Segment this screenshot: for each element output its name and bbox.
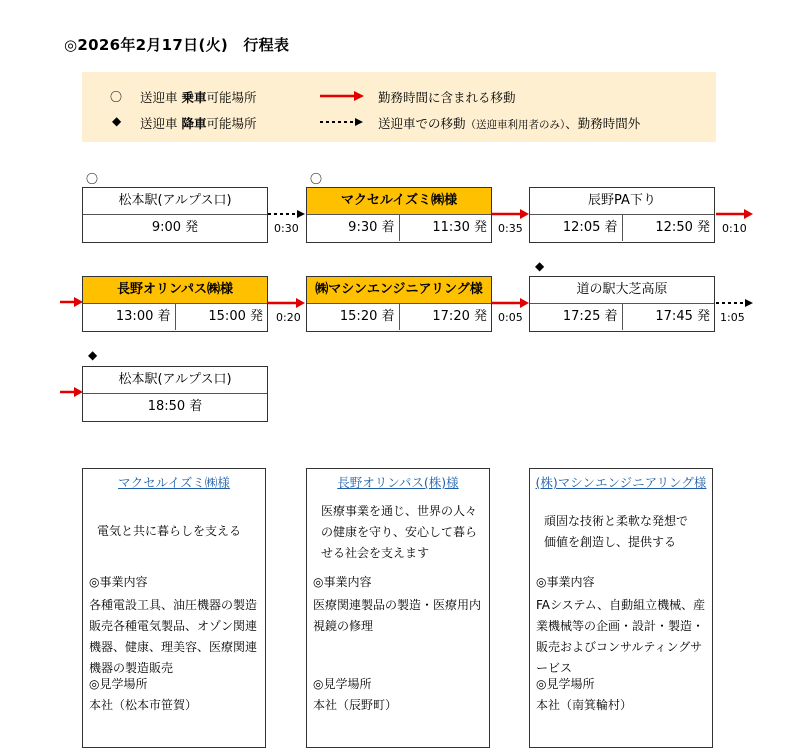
business-label: ◎事業内容	[89, 575, 148, 589]
travel-duration: 0:35	[498, 222, 523, 235]
stop-time: 17:45 発	[622, 304, 715, 330]
travel-duration: 0:10	[722, 222, 747, 235]
travel-duration: 0:20	[276, 311, 301, 324]
stop-name: 松本駅(アルプス口)	[83, 188, 267, 215]
dropoff-diamond-icon: ◆	[112, 114, 122, 128]
dropoff-diamond-icon: ◆	[535, 259, 545, 273]
stop-tatsuno-pa	[529, 187, 715, 243]
company-name-link[interactable]: (株)マシンエンジニアリング様	[535, 475, 707, 490]
stop-machine-engineering	[306, 276, 492, 332]
travel-duration: 0:05	[498, 311, 523, 324]
dashed-arrow-icon	[320, 116, 364, 128]
business-text: FAシステム、自動組立機械、産業機械等の企画・設計・製造・販売およびコンサルティングサービス	[536, 598, 706, 675]
legend-dashed-text: 送迎車での移動（送迎車利用者のみ）、勤務時間外	[378, 116, 641, 131]
stop-nagano-olympus	[82, 276, 268, 332]
travel-duration: 1:05	[720, 311, 745, 324]
stop-name: 道の駅大芝高原	[530, 277, 714, 304]
dashed-arrow-icon	[716, 297, 754, 309]
red-arrow-icon	[492, 208, 530, 220]
stop-time: 17:20 発	[399, 304, 492, 330]
company-slogan: 電気と共に暮らしを支える	[97, 524, 242, 538]
red-arrow-icon	[492, 297, 530, 309]
red-arrow-icon	[60, 386, 84, 398]
red-arrow-icon	[320, 90, 364, 102]
stop-time: 15:20 着	[339, 309, 395, 324]
stop-time: 12:50 発	[622, 215, 715, 241]
business-text: 医療関連製品の製造・医療用内視鏡の修理	[313, 598, 482, 633]
stop-name: ㈱マシンエンジニアリング様	[307, 277, 491, 304]
company-card-maxell	[82, 468, 266, 748]
dashed-arrow-icon	[268, 208, 306, 220]
legend-dropoff: 送迎車 降車可能場所	[140, 116, 257, 131]
red-arrow-icon	[268, 297, 306, 309]
visit-label: ◎見学場所	[89, 677, 148, 691]
company-slogan: 頑固な技術と柔軟な発想で	[544, 514, 689, 528]
red-arrow-icon	[60, 296, 84, 308]
stop-time: 13:00 着	[115, 309, 171, 324]
stop-time: 9:00 発	[151, 220, 199, 235]
travel-duration: 0:30	[274, 222, 299, 235]
business-label: ◎事業内容	[313, 575, 372, 589]
business-label: ◎事業内容	[536, 575, 595, 589]
company-name-link[interactable]: マクセルイズミ㈱様	[118, 475, 230, 490]
stop-name: マクセルイズミ㈱様	[307, 188, 491, 215]
legend	[82, 72, 716, 142]
pickup-circle-icon: 〇	[86, 172, 99, 186]
stop-time: 9:30 着	[348, 220, 395, 235]
red-arrow-icon	[716, 208, 754, 220]
visit-label: ◎見学場所	[313, 677, 372, 691]
stop-time: 11:30 発	[399, 215, 492, 241]
legend-pickup: 送迎車 乗車可能場所	[140, 90, 257, 105]
visit-text: 本社（南箕輪村）	[536, 698, 633, 712]
stop-maxell-izumi	[306, 187, 492, 243]
stop-time: 18:50 着	[147, 399, 203, 414]
legend-red-text: 勤務時間に含まれる移動	[378, 90, 516, 105]
visit-text: 本社（辰野町）	[313, 698, 398, 712]
stop-matsumoto-start	[82, 187, 268, 243]
stop-michinoeki-oshiba	[529, 276, 715, 332]
company-slogan: 価値を創造し、提供する	[544, 535, 677, 549]
company-card-machine-engineering	[529, 468, 713, 748]
company-card-olympus	[306, 468, 490, 748]
pickup-circle-icon: 〇	[110, 90, 123, 104]
company-name-link[interactable]: 長野オリンパス(株)様	[337, 475, 459, 490]
stop-matsumoto-end	[82, 366, 268, 422]
stop-name: 辰野PA下り	[530, 188, 714, 215]
pickup-circle-icon: 〇	[310, 172, 323, 186]
stop-name: 松本駅(アルプス口)	[83, 367, 267, 394]
visit-label: ◎見学場所	[536, 677, 595, 691]
stop-name: 長野オリンパス㈱様	[83, 277, 267, 304]
company-slogan: 医療事業を通じ、世界の人々の健康を守り、安心して暮らせる社会を支えます	[321, 504, 478, 560]
business-text: 各種電設工具、油圧機器の製造販売各種電気製品、オゾン関連機器、健康、理美容、医療関連機器の製造販売	[89, 598, 258, 675]
dropoff-diamond-icon: ◆	[88, 348, 98, 362]
stop-time: 17:25 着	[562, 309, 618, 324]
visit-text: 本社（松本市笹賀）	[89, 698, 198, 712]
stop-time: 15:00 発	[175, 304, 268, 330]
stop-time: 12:05 着	[562, 220, 618, 235]
page-title: ◎2026年2月17日(火) 行程表	[64, 36, 290, 54]
